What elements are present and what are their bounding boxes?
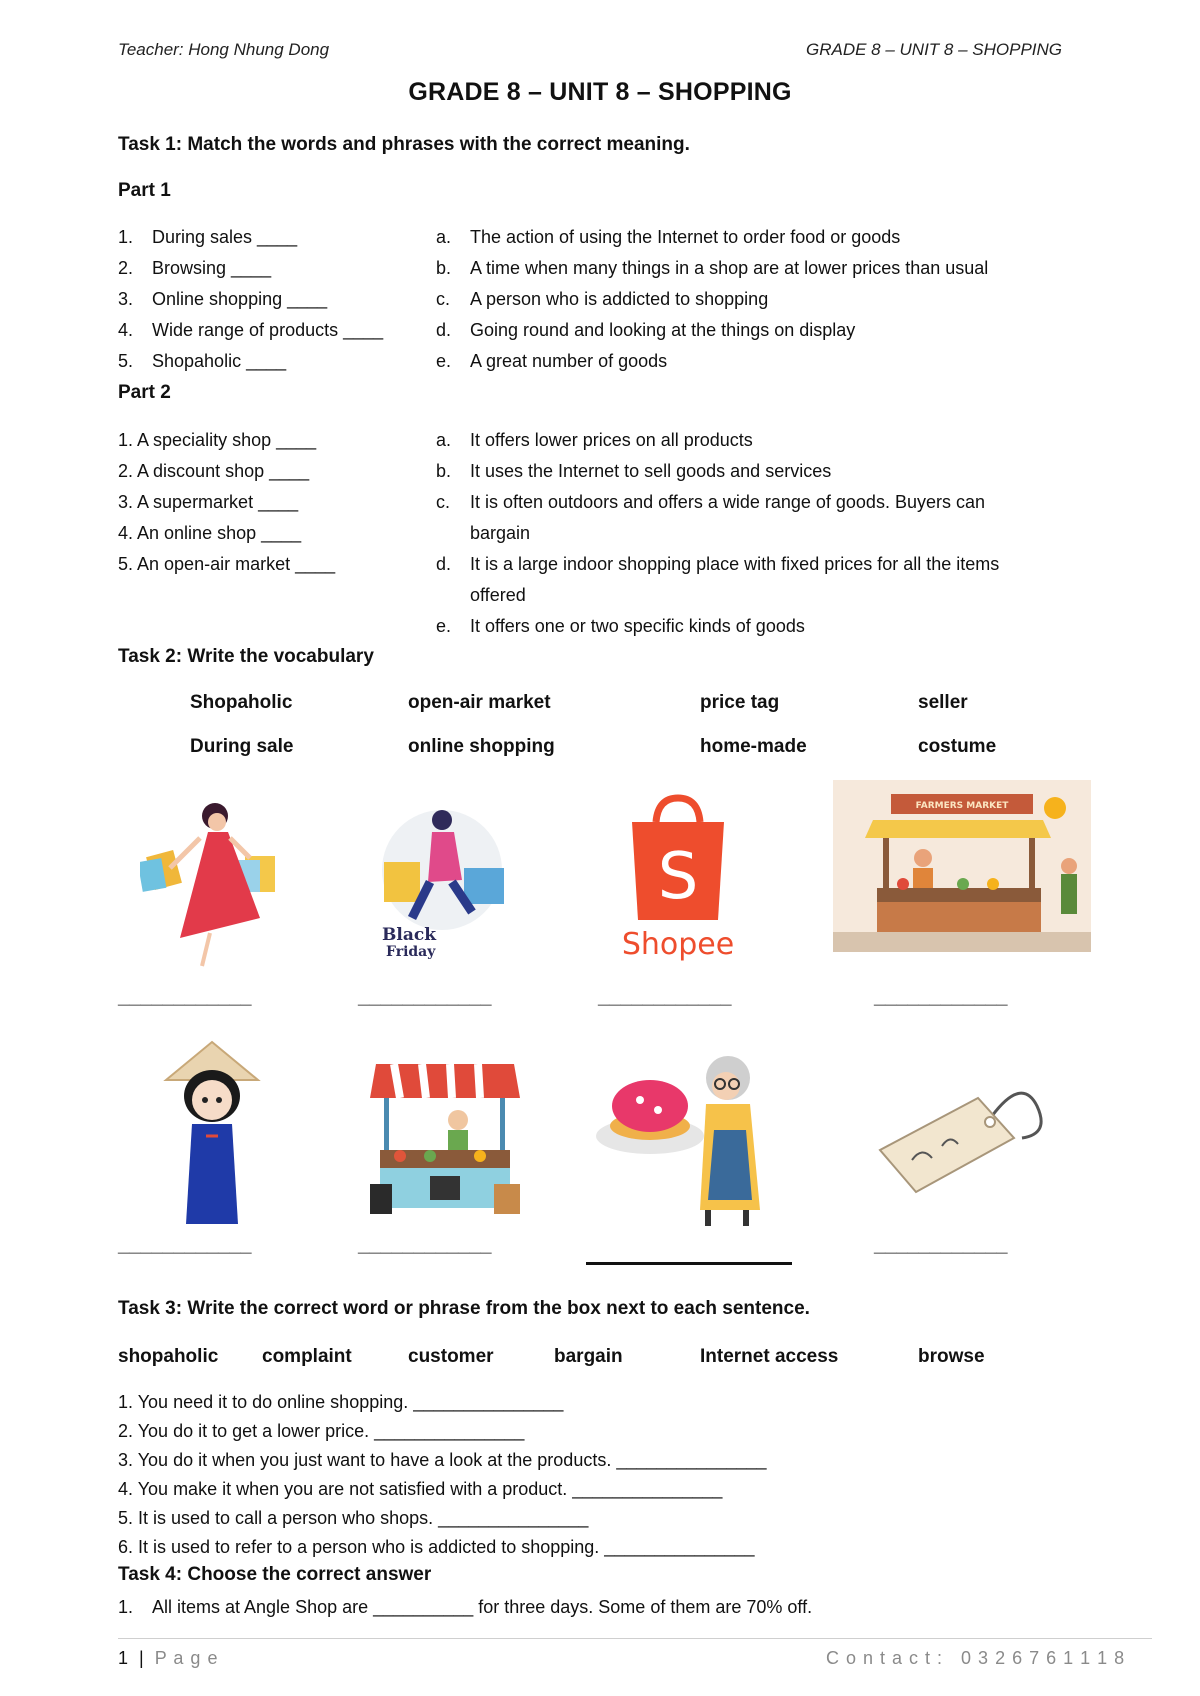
vocab-word: open-air market <box>408 692 551 713</box>
list-item: 5. An open-air market ____ <box>118 554 336 574</box>
answer-blank[interactable]: ____________ <box>358 1234 492 1256</box>
header-teacher: Teacher: Hong Nhung Dong <box>118 40 330 59</box>
list-item: 6. It is used to refer to a person who is addicted to shopping. _______________ <box>118 1537 755 1557</box>
task3-list <box>118 1388 767 1562</box>
list-item: 3. A supermarket ____ <box>118 492 299 512</box>
shopaholic-woman-image <box>140 798 290 968</box>
list-item: bargain <box>470 523 531 543</box>
answer-line[interactable] <box>586 1262 792 1265</box>
list-item: 3. Online shopping ____ <box>118 289 328 309</box>
answer-blank[interactable]: ____________ <box>874 986 1008 1008</box>
list-item: e. It offers one or two specific kinds of goods <box>436 616 805 636</box>
box-word: Internet access <box>700 1346 839 1367</box>
list-item: 5. Shopaholic ____ <box>118 351 287 371</box>
footer-page: 1 | P a g e <box>118 1648 219 1668</box>
part1-right-list <box>436 222 988 377</box>
list-item: 4. You make it when you are not satisfied with a product. _______________ <box>118 1479 723 1499</box>
price-tag-image <box>872 1076 1052 1206</box>
box-word: complaint <box>262 1346 352 1367</box>
vocab-word: During sale <box>190 736 294 757</box>
page-label: P a g e <box>154 1648 219 1668</box>
seller-stall-image <box>370 1058 520 1218</box>
list-item: e. A great number of goods <box>436 351 668 371</box>
task4-heading: Task 4: Choose the correct answer <box>118 1564 432 1585</box>
list-item: a. It offers lower prices on all products <box>436 430 753 450</box>
list-item: offered <box>470 585 526 605</box>
part2-right-list <box>436 425 999 642</box>
farmers-market-sign: FARMERS MARKET <box>915 801 1009 811</box>
svg-text:Friday: Friday <box>386 944 436 960</box>
answer-blank[interactable]: ____________ <box>118 1234 252 1256</box>
list-item: 4. Wide range of products ____ <box>118 320 384 340</box>
shopee-logo-image <box>618 792 738 962</box>
list-item: 1. During sales ____ <box>118 227 298 247</box>
vocab-word: seller <box>918 692 968 713</box>
list-item: b. It uses the Internet to sell goods and services <box>436 461 832 481</box>
box-word: bargain <box>554 1346 623 1367</box>
list-item: c. A person who is addicted to shopping <box>436 289 769 309</box>
part1-label: Part 1 <box>118 180 171 201</box>
answer-blank[interactable]: ____________ <box>358 986 492 1008</box>
homemade-cake-image <box>596 1050 776 1235</box>
vocab-word: home-made <box>700 736 807 757</box>
answer-blank[interactable]: ____________ <box>874 1234 1008 1256</box>
page-title: GRADE 8 – UNIT 8 – SHOPPING <box>408 78 792 106</box>
answer-blank[interactable]: ____________ <box>598 986 732 1008</box>
box-word: customer <box>408 1346 494 1367</box>
list-item: 3. You do it when you just want to have a look at the products. _______________ <box>118 1450 767 1470</box>
list-item: d. Going round and looking at the things on display <box>436 320 856 340</box>
ao-dai-girl-image <box>162 1040 262 1230</box>
part2-label: Part 2 <box>118 382 171 403</box>
list-item: 2. A discount shop ____ <box>118 461 310 481</box>
list-item: c. It is often outdoors and offers a wide range of goods. Buyers can <box>436 492 985 512</box>
shopee-text: Shopee <box>621 927 735 962</box>
vocab-word: online shopping <box>408 736 555 757</box>
part2-left-list <box>118 425 335 580</box>
black-friday-text: Black <box>382 925 436 945</box>
list-item: a. The action of using the Internet to order food or goods <box>436 227 901 247</box>
list-item: b. A time when many things in a shop are at lower prices than usual <box>436 258 989 278</box>
farmers-market-image <box>833 780 1091 952</box>
page-number: 1 <box>118 1648 129 1668</box>
list-item: d. It is a large indoor shopping place with fixed prices for all the items <box>436 554 1000 574</box>
list-item: 2. You do it to get a lower price. _______________ <box>118 1421 525 1441</box>
vocab-word: price tag <box>700 692 780 713</box>
svg-text:S: S <box>657 840 699 914</box>
footer-contact: C o n t a c t : 0 3 2 6 7 6 1 1 1 8 <box>826 1648 1126 1668</box>
black-friday-image <box>372 800 512 960</box>
task1-heading: Task 1: Match the words and phrases with the correct meaning. <box>118 134 690 155</box>
list-item: 4. An online shop ____ <box>118 523 302 543</box>
list-item: 1. A speciality shop ____ <box>118 430 317 450</box>
list-item: 2. Browsing ____ <box>118 258 272 278</box>
task4-question-1: 1. All items at Angle Shop are __________ for three days. Some of them are 70% off. <box>118 1597 813 1617</box>
vocab-word: Shopaholic <box>190 692 293 713</box>
list-item: 1. You need it to do online shopping. _______________ <box>118 1392 564 1412</box>
task3-heading: Task 3: Write the correct word or phrase from the box next to each sentence. <box>118 1298 810 1319</box>
task2-heading: Task 2: Write the vocabulary <box>118 646 374 667</box>
header-unit: GRADE 8 – UNIT 8 – SHOPPING <box>806 40 1063 59</box>
list-item: 5. It is used to call a person who shops. _______________ <box>118 1508 589 1528</box>
vocab-word: costume <box>918 736 997 757</box>
box-word: browse <box>918 1346 985 1367</box>
box-word: shopaholic <box>118 1346 219 1367</box>
answer-blank[interactable]: ____________ <box>118 986 252 1008</box>
part1-left-list <box>118 222 383 377</box>
footer-divider <box>118 1638 1152 1639</box>
